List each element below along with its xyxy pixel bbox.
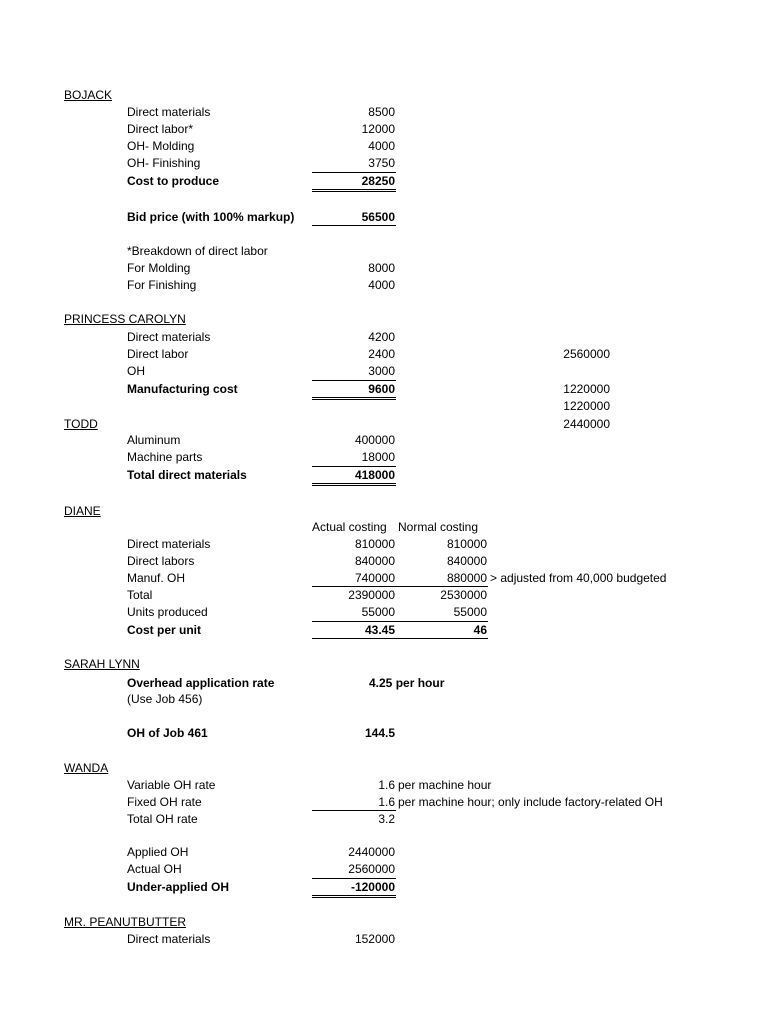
todd-parts-label: Machine parts xyxy=(127,450,203,464)
diane-units-line xyxy=(312,621,488,622)
wanda-under-value: -120000 xyxy=(350,880,395,894)
diane-row-actual: 55000 xyxy=(361,605,395,619)
diane-row-label: Total xyxy=(127,588,153,602)
sl-use-job: (Use Job 456) xyxy=(127,692,203,706)
pc-oh-label: OH xyxy=(127,364,145,378)
bojack-bid-label: Bid price (with 100% markup) xyxy=(127,210,295,224)
bojack-total-line-1 xyxy=(312,189,396,190)
sl-oh-job-value: 144.5 xyxy=(364,726,395,740)
bojack-ohf-value: 3750 xyxy=(368,156,395,170)
wanda-var-note: per machine hour xyxy=(398,778,492,792)
diane-row-label: Units produced xyxy=(127,605,208,619)
diane-row-actual: 43.45 xyxy=(364,623,395,637)
bojack-molding-label: For Molding xyxy=(127,261,191,275)
pc-mc-value: 9600 xyxy=(368,382,395,396)
diane-row-actual: 810000 xyxy=(354,537,395,551)
pc-side-value-4: 2440000 xyxy=(563,417,610,431)
wanda-fixed-value: 1.6 xyxy=(378,795,395,809)
wanda-var-value: 1.6 xyxy=(378,778,395,792)
wanda-rate-line xyxy=(312,810,396,811)
mr-peanutbutter-heading: MR. PEANUTBUTTER xyxy=(64,915,187,929)
diane-row-label: Manuf. OH xyxy=(127,571,186,585)
todd-heading: TODD xyxy=(64,417,98,431)
diane-adjust-note: > adjusted from 40,000 budgeted xyxy=(490,571,667,585)
sl-rate-label: Overhead application rate xyxy=(127,676,275,690)
wanda-actual-label: Actual OH xyxy=(127,862,182,876)
wanda-total-line-1 xyxy=(312,895,396,896)
wanda-fixed-label: Fixed OH rate xyxy=(127,795,202,809)
pc-sum-line xyxy=(312,380,396,381)
todd-aluminum-label: Aluminum xyxy=(127,433,181,447)
pc-dm-value: 4200 xyxy=(368,330,395,344)
todd-total-line-2 xyxy=(312,485,396,486)
bojack-molding-value: 8000 xyxy=(368,261,395,275)
wanda-total-label: Total OH rate xyxy=(127,812,198,826)
diane-heading: DIANE xyxy=(64,504,101,518)
pc-side-value-2: 1220000 xyxy=(563,382,610,396)
diane-col-normal: Normal costing xyxy=(398,520,479,534)
todd-parts-value: 18000 xyxy=(361,450,395,464)
bojack-ctp-value: 28250 xyxy=(361,174,395,188)
todd-total-label: Total direct materials xyxy=(127,468,247,482)
diane-row-actual: 840000 xyxy=(354,554,395,568)
todd-sum-line xyxy=(312,466,396,467)
bojack-finishing-label: For Finishing xyxy=(127,278,197,292)
sl-rate-value: 4.25 per hour xyxy=(369,676,445,690)
todd-total-value: 418000 xyxy=(354,468,395,482)
wanda-sum-line xyxy=(312,878,396,879)
diane-row-label: Direct labors xyxy=(127,554,195,568)
diane-row-normal: 880000 xyxy=(446,571,487,585)
bojack-finishing-value: 4000 xyxy=(368,278,395,292)
diane-row-normal: 46 xyxy=(473,623,487,637)
bojack-dl-value: 12000 xyxy=(361,122,395,136)
pc-dl-label: Direct labor xyxy=(127,347,189,361)
bojack-total-line-2 xyxy=(312,191,396,192)
wanda-heading: WANDA xyxy=(64,761,109,775)
pc-dm-label: Direct materials xyxy=(127,330,211,344)
wanda-total-value: 3.2 xyxy=(378,812,395,826)
wanda-actual-value: 2560000 xyxy=(348,862,395,876)
pc-dl-value: 2400 xyxy=(368,347,395,361)
bojack-breakdown-note: *Breakdown of direct labor xyxy=(127,244,268,258)
pc-side-value-3: 1220000 xyxy=(563,399,610,413)
pc-oh-value: 3000 xyxy=(368,364,395,378)
bojack-sum-line xyxy=(312,172,396,173)
pc-mc-label: Manufacturing cost xyxy=(127,382,238,396)
diane-row-normal: 2530000 xyxy=(440,588,487,602)
bojack-heading: BOJACK xyxy=(64,88,113,102)
todd-total-line-1 xyxy=(312,483,396,484)
diane-row-normal: 55000 xyxy=(453,605,487,619)
bojack-ohf-label: OH- Finishing xyxy=(127,156,201,170)
pc-side-value-1: 2560000 xyxy=(563,347,610,361)
todd-aluminum-value: 400000 xyxy=(354,433,395,447)
bojack-ctp-label: Cost to produce xyxy=(127,174,219,188)
wanda-fixed-note: per machine hour; only include factory-related OH xyxy=(398,795,663,809)
bojack-dl-label: Direct labor* xyxy=(127,122,194,136)
diane-row-actual: 740000 xyxy=(354,571,395,585)
princess-carolyn-heading: PRINCESS CAROLYN xyxy=(64,312,186,326)
pc-total-line-1 xyxy=(312,397,396,398)
diane-sum-line xyxy=(312,586,488,587)
diane-row-actual: 2390000 xyxy=(348,588,395,602)
bojack-dm-value: 8500 xyxy=(368,105,395,119)
mpb-dm-value: 152000 xyxy=(354,932,395,946)
bojack-bid-value: 56500 xyxy=(361,210,395,224)
wanda-var-label: Variable OH rate xyxy=(127,778,216,792)
diane-total-line xyxy=(312,638,488,639)
wanda-applied-value: 2440000 xyxy=(348,845,395,859)
bojack-ohm-label: OH- Molding xyxy=(127,139,195,153)
wanda-applied-label: Applied OH xyxy=(127,845,189,859)
diane-row-label: Direct materials xyxy=(127,537,211,551)
diane-row-normal: 840000 xyxy=(446,554,487,568)
diane-row-normal: 810000 xyxy=(446,537,487,551)
mpb-dm-label: Direct materials xyxy=(127,932,211,946)
bojack-bid-line xyxy=(312,225,396,226)
wanda-under-label: Under-applied OH xyxy=(127,880,230,894)
sarah-lynn-heading: SARAH LYNN xyxy=(64,657,140,671)
diane-col-actual: Actual costing xyxy=(312,520,387,534)
pc-total-line-2 xyxy=(312,399,396,400)
bojack-dm-label: Direct materials xyxy=(127,105,211,119)
bojack-ohm-value: 4000 xyxy=(368,139,395,153)
wanda-total-line-2 xyxy=(312,897,396,898)
diane-row-label: Cost per unit xyxy=(127,623,201,637)
sl-oh-job-label: OH of Job 461 xyxy=(127,726,208,740)
